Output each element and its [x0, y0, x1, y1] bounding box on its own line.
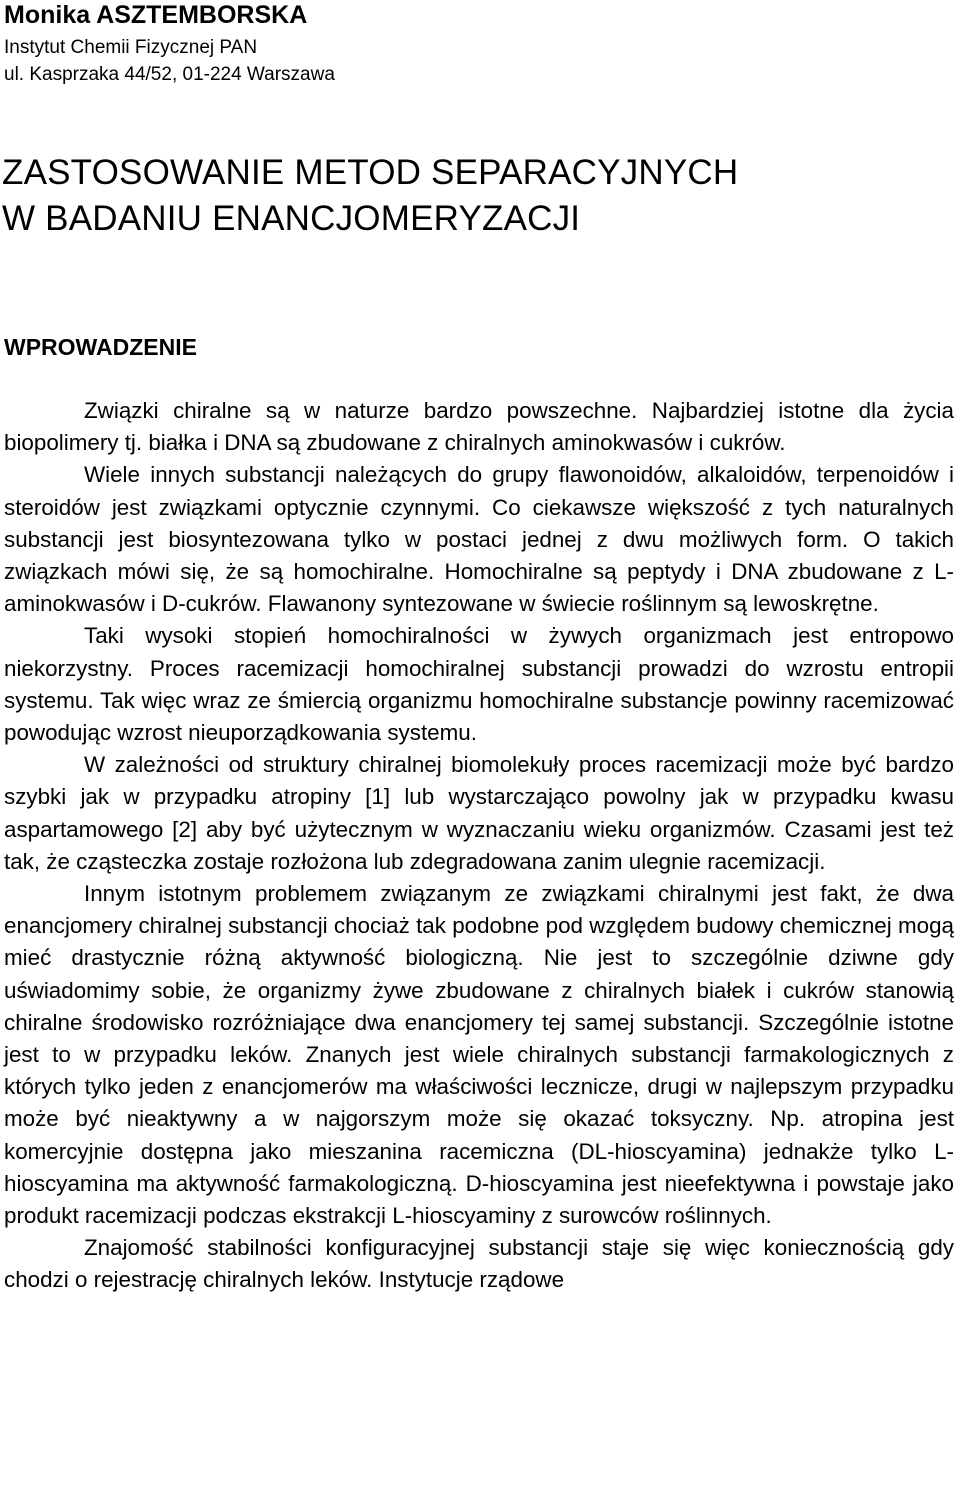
paragraph: Taki wysoki stopień homochiralności w żywych organizmach jest entropowo niekorzystny. Proces racemizacji homochiralnej substancji prowadzi do wzrostu entropii systemu. Tak więc wraz ze śmiercią organizmu homochiralne substancje powinny racemizować powodując wzrost nieuporządkowania systemu. — [4, 623, 954, 746]
section-heading: WPROWADZENIE — [4, 334, 197, 360]
paragraph: Znajomość stabilności konfiguracyjnej substancji staje się więc koniecznością gdy chodzi o rejestrację chiralnych leków. Instytucje rządowe — [4, 1235, 954, 1293]
paragraph: W zależności od struktury chiralnej biomolekuły proces racemizacji może być bardzo szybki jak w przypadku atropiny [1] lub wystarczająco powolny jak w przypadku kwasu aspartamowego [2] aby być użytecznym w wyznaczaniu wieku organizmów. Czasami jest też tak, że cząsteczka zostaje rozłożona lub zdegradowana zanim ulegnie racemizacji. — [4, 752, 954, 874]
paper-title-line-2: W BADANIU ENANCJOMERYZACJI — [2, 199, 581, 238]
body-text — [4, 395, 954, 1297]
address: ul. Kasprzaka 44/52, 01-224 Warszawa — [4, 64, 335, 85]
institution: Instytut Chemii Fizycznej PAN — [4, 37, 258, 58]
paper-title-line-1: ZASTOSOWANIE METOD SEPARACYJNYCH — [2, 153, 739, 192]
paragraph: Wiele innych substancji należących do grupy flawonoidów, alkaloidów, terpenoidów i steroidów jest związkami optycznie czynnymi. Co ciekawsze większość z tych naturalnych substancji jest biosyntezowana tylko w postaci jednej z dwu możliwych form. O takich związkach mówi się, że są homochiralne. Homochiralne są peptydy i DNA zbudowane z L-aminokwasów i D-cukrów. Flawanony syntezowane w świecie roślinnym są lewoskrętne. — [4, 462, 954, 617]
author-name: Monika ASZTEMBORSKA — [4, 1, 308, 29]
paragraph: Związki chiralne są w naturze bardzo powszechne. Najbardziej istotne dla życia biopolimery tj. białka i DNA są zbudowane z chiralnych aminokwasów i cukrów. — [4, 398, 954, 456]
paragraph: Innym istotnym problemem związanym ze związkami chiralnymi jest fakt, że dwa enancjomery chiralnej substancji chociaż tak podobne pod względem budowy chemicznej mogą mieć drastycznie różną aktywność biologiczną. Nie jest to szczególnie dziwne gdy uświadomimy sobie, że organizmy żywe zbudowane z chiralnych białek i cukrów stanowią chiralne środowisko rozróżniające dwa enancjomery tej samej substancji. Szczególnie istotne jest to w przypadku leków. Znanych jest wiele chiralnych substancji farmakologicznych z których tylko jeden z enancjomerów ma właściwości lecznicze, drugi w najlepszym przypadku może być nieaktywny a w najgorszym może się okazać toksyczny. Np. atropina jest komercyjnie dostępna jako mieszanina racemiczna (DL-hioscyamina) jednakże tylko L-hioscyamina ma aktywność farmakologiczną. D-hioscyamina jest nieefektywna i powstaje jako produkt racemizacji podczas ekstrakcji L-hioscyaminy z surowców roślinnych. — [4, 881, 954, 1229]
